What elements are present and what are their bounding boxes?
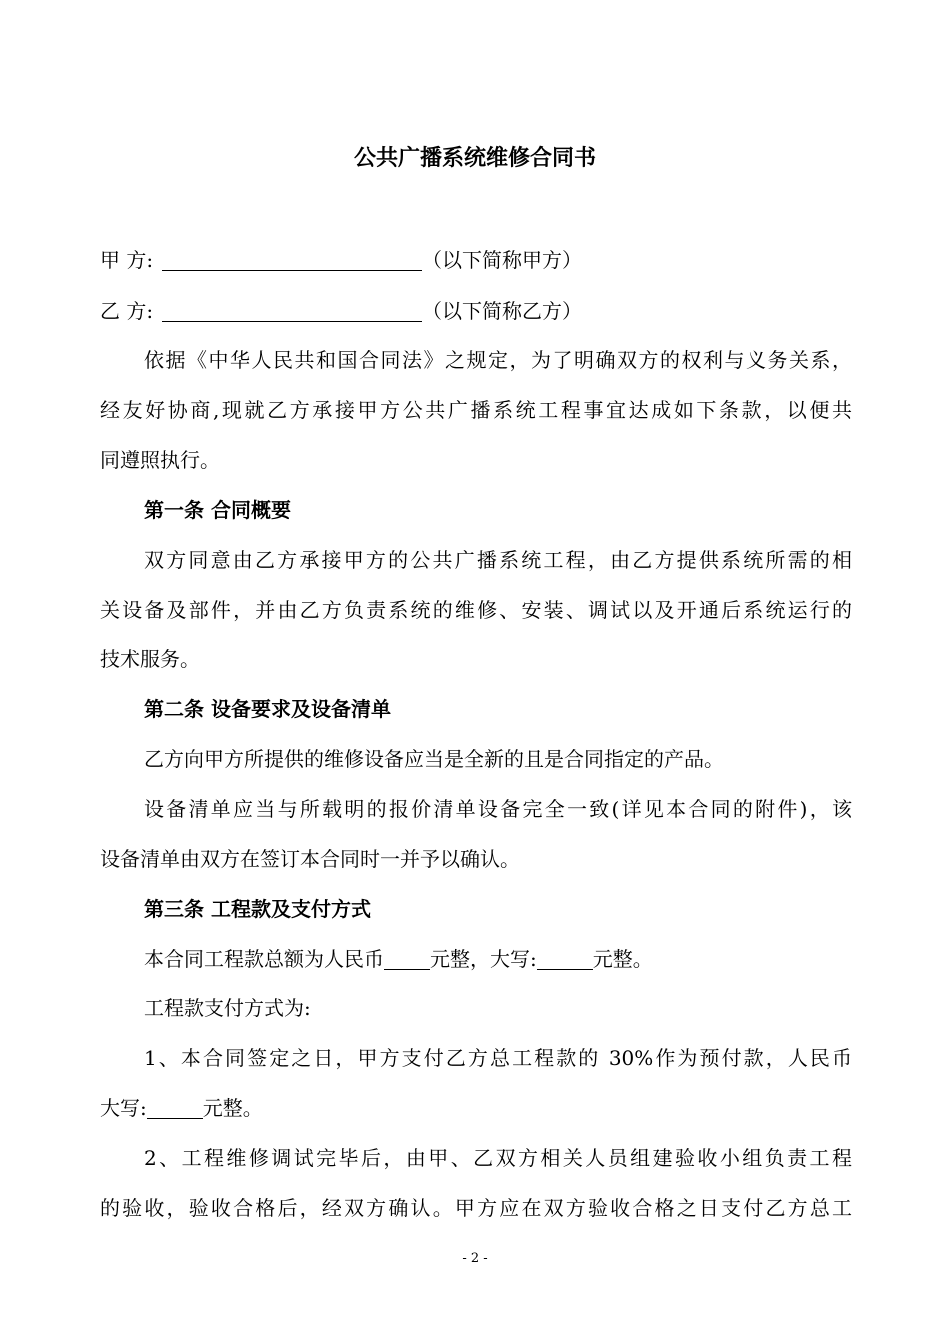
- intro-line-1: 依据《中华人民共和国合同法》之规定，为了明确双方的权利与义务关系，: [144, 348, 852, 372]
- intro-line-3: 同遵照执行。: [100, 448, 220, 472]
- article-1-line-3: 技术服务。: [100, 647, 200, 671]
- party-b-suffix: （以下简称乙方）: [422, 299, 582, 323]
- article-2-line-1: 乙方向甲方所提供的维修设备应当是全新的且是合同指定的产品。: [144, 747, 724, 771]
- total-uppercase-blank: [537, 945, 593, 970]
- total-part-3: 元整。: [592, 947, 653, 971]
- article-1-heading: 第一条 合同概要: [144, 498, 291, 522]
- party-a-label: 甲 方:: [100, 248, 154, 272]
- article-3-item-2-line-2: 的验收，验收合格后，经双方确认。甲方应在双方验收合格之日支付乙方总工: [100, 1196, 852, 1220]
- party-a-blank: [162, 246, 422, 271]
- article-3-item-1-line-2: [100, 1090, 852, 1126]
- total-amount-blank: [384, 945, 430, 970]
- item-1-suffix: 元整。: [202, 1096, 263, 1120]
- article-3-method: 工程款支付方式为:: [144, 996, 311, 1020]
- party-b-blank: [162, 297, 422, 322]
- page-number: - 2 -: [462, 1251, 488, 1266]
- article-3-heading: 第三条 工程款及支付方式: [144, 897, 371, 921]
- article-3-item-1-line-1: 1、本合同签定之日，甲方支付乙方总工程款的 30%作为预付款，人民币: [144, 1046, 852, 1070]
- article-3-item-2-line-1: 2、工程维修调试完毕后，由甲、乙双方相关人员组建验收小组负责工程: [144, 1146, 852, 1170]
- article-3-total-line: [144, 941, 852, 977]
- article-2-line-2: 设备清单应当与所载明的报价清单设备完全一致(详见本合同的附件)，该: [144, 797, 852, 821]
- party-a-line: [100, 242, 852, 278]
- party-b-label: 乙 方:: [100, 299, 154, 323]
- article-1-line-2: 关设备及部件，并由乙方负责系统的维修、安装、调试以及开通后系统运行的: [100, 598, 852, 622]
- party-b-line: [100, 293, 852, 329]
- article-2-line-3: 设备清单由双方在签订本合同时一并予以确认。: [100, 847, 520, 871]
- article-1-line-1: 双方同意由乙方承接甲方的公共广播系统工程，由乙方提供系统所需的相: [144, 548, 852, 572]
- item-1-uppercase-label: 大写:: [100, 1096, 147, 1120]
- total-part-1: 本合同工程款总额为人民币: [144, 947, 384, 971]
- item-1-uppercase-blank: [147, 1094, 203, 1119]
- document-title: 公共广播系统维修合同书: [353, 146, 596, 171]
- total-part-2: 元整，大写:: [430, 947, 537, 971]
- party-a-suffix: （以下简称甲方）: [422, 248, 582, 272]
- article-2-heading: 第二条 设备要求及设备清单: [144, 697, 391, 721]
- intro-line-2: 经友好协商,现就乙方承接甲方公共广播系统工程事宜达成如下条款，以便共: [100, 398, 852, 422]
